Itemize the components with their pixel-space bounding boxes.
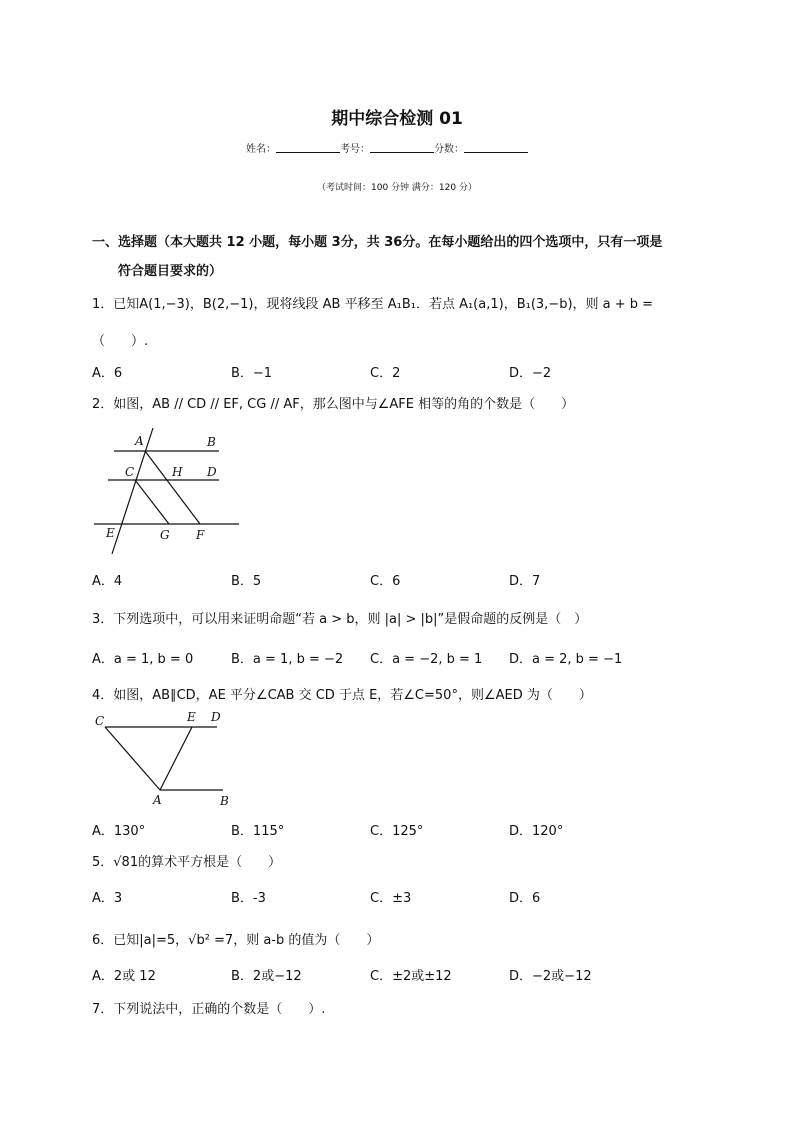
question-6-option-c[interactable]: C．±2或±12 [370,969,452,984]
question-2-text: 2．如图，AB // CD // EF, CG // AF，那么图中与∠AFE 相等的角的个数是（ ） [92,397,575,412]
question-2-option-a[interactable]: A．4 [92,574,123,589]
question-1-option-a[interactable]: A．6 [92,366,123,381]
bisector-figure [90,705,250,810]
section-heading-line1: 一、选择题（本大题共 12 小题，每小题 3分，共 36分。在每小题给出的四个选项中，只有一项是 [92,235,663,250]
line-af [145,451,200,524]
question-1-text-cont: （ ）. [92,334,149,349]
question-7-text: 7．下列说法中，正确的个数是（ ）. [92,1002,326,1017]
score-label: 分数： [434,144,464,155]
question-4-option-c[interactable]: C．125° [370,824,424,839]
question-4-option-d[interactable]: D．120° [509,824,564,839]
question-3-option-b[interactable]: B．a = 1, b = −2 [231,652,344,667]
question-4-text: 4．如图，AB∥CD，AE 平分∠CAB 交 CD 于点 E，若∠C=50°，则∠AED 为（ ） [92,688,592,703]
question-5-option-b[interactable]: B．-3 [231,891,266,906]
name-label: 姓名： [246,144,276,155]
section-heading-line2: 符合题目要求的） [118,264,223,279]
score-blank[interactable] [464,143,528,153]
question-3-option-d[interactable]: D．a = 2, b = −1 [509,652,623,667]
question-1-option-b[interactable]: B．−1 [231,366,273,381]
page-title: 期中综合检测 01 [331,109,463,129]
label-e: E [106,526,115,540]
label-g: G [160,528,170,542]
label-b: B [207,435,216,449]
question-6-text: 6．已知|a|=5，√b² =7，则 a-b 的值为（ ） [92,933,380,948]
label-a: A [135,434,144,448]
label-h: H [172,465,183,479]
label-b: B [220,794,229,808]
exam-no-blank[interactable] [370,143,434,153]
parallel-lines-figure [88,420,248,560]
question-6-option-d[interactable]: D．−2或−12 [509,969,592,984]
label-d: D [207,465,217,479]
question-2-option-c[interactable]: C．6 [370,574,401,589]
label-a: A [153,793,162,807]
label-e: E [187,710,196,724]
label-c: C [95,714,105,728]
line-ca [105,727,160,790]
question-6-option-b[interactable]: B．2或−12 [231,969,302,984]
line-cg [135,480,169,524]
question-2-option-d[interactable]: D．7 [509,574,541,589]
question-6-option-a[interactable]: A．2或 12 [92,969,156,984]
question-5-text: 5．√81的算术平方根是（ ） [92,855,282,870]
question-3-text: 3．下列选项中，可以用来证明命题“若 a > b，则 |a| > |b|”是假命题的反例是（ ） [92,612,588,627]
question-4-option-b[interactable]: B．115° [231,824,285,839]
label-d: D [211,710,221,724]
question-5-option-c[interactable]: C．±3 [370,891,412,906]
line-ae [160,727,192,790]
question-5-option-d[interactable]: D．6 [509,891,541,906]
question-1-option-c[interactable]: C．2 [370,366,401,381]
question-3-option-c[interactable]: C．a = −2, b = 1 [370,652,483,667]
label-f: F [196,528,205,542]
label-c: C [125,465,135,479]
question-3-option-a[interactable]: A．a = 1, b = 0 [92,652,194,667]
exam-note: （考试时间：100 分钟 满分：120 分） [317,183,477,193]
question-4-option-a[interactable]: A．130° [92,824,146,839]
exam-no-label: 考号： [340,144,370,155]
section-heading [92,228,662,286]
line-transversal-ea [112,428,153,554]
question-1-option-d[interactable]: D．−2 [509,366,552,381]
question-5-option-a[interactable]: A．3 [92,891,123,906]
question-1-text: 1．已知A(1,−3)，B(2,−1)，现将线段 AB 平移至 A₁B₁．若点 A₁(a,1)，B₁(3,−b)，则 a + b = [92,297,654,312]
question-2-option-b[interactable]: B．5 [231,574,262,589]
student-info-row [246,140,528,155]
name-blank[interactable] [276,143,340,153]
